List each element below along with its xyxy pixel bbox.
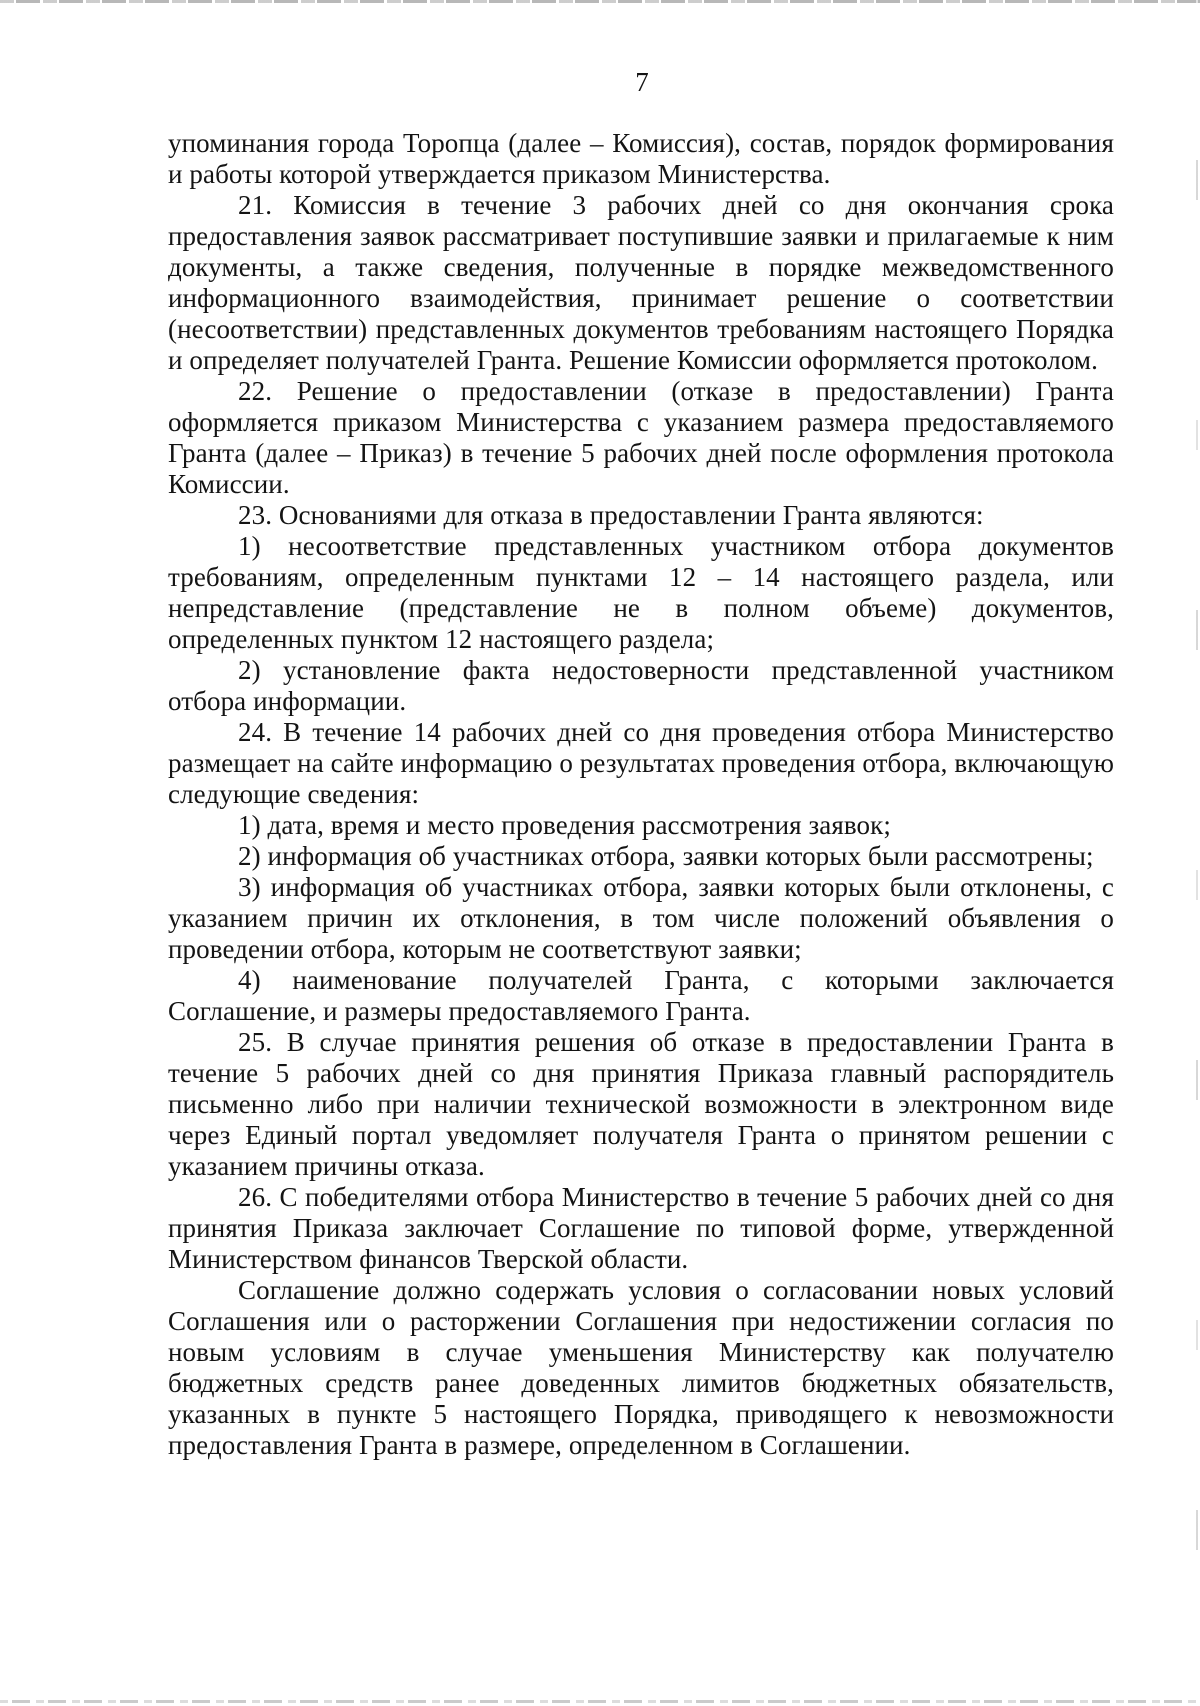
paragraph-25: 25. В случае принятия решения об отказе в предоставлении Гранта в течение 5 рабочих дней со дня принятия Приказа главный распорядитель письменно либо при наличии технической возможности в электронном виде через Единый портал уведомляет получателя Гранта о принятом решении с указанием причины отказа. [168,1027,1114,1181]
paragraph-22: 22. Решение о предоставлении (отказе в предоставлении) Гранта оформляется приказом Министерства с указанием размера предоставляемого Гранта (далее – Приказ) в течение 5 рабочих дней после оформления протокола Комиссии. [168,376,1114,499]
paragraph-agreement-conditions: Соглашение должно содержать условия о согласовании новых условий Соглашения или о расторжении Соглашения при недостижении согласия по новым условиям в случае уменьшения Министерству как получателю бюджетных средств ранее доведенных лимитов бюджетных обязательств, указанных в пункте 5 настоящего Порядка, приводящего к невозможности предоставления Гранта в размере, определенном в Соглашении. [168,1275,1114,1460]
scan-edge-top [0,0,1200,3]
scan-edge-right [1196,0,1198,1706]
paragraph-continuation: упоминания города Торопца (далее – Комиссия), состав, порядок формирования и работы которой утверждается приказом Министерства. [168,128,1114,189]
paragraph-24-item-2: 2) информация об участниках отбора, заявки которых были рассмотрены; [238,841,1094,871]
paragraph-24: 24. В течение 14 рабочих дней со дня проведения отбора Министерство размещает на сайте информацию о результатах проведения отбора, включающую следующие сведения: [168,717,1114,809]
page-number: 7 [635,67,649,97]
paragraph-23-item-2: 2) установление факта недостоверности представленной участником отбора информации. [168,655,1114,716]
scan-edge-bottom [0,1700,1200,1703]
paragraph-21: 21. Комиссия в течение 3 рабочих дней со дня окончания срока предоставления заявок рассматривает поступившие заявки и прилагаемые к ним документы, а также сведения, полученные в порядке межведомственного информационного взаимодействия, принимает решение о соответствии (несоответствии) представленных документов требованиям настоящего Порядка и определяет получателей Гранта. Решение Комиссии оформляется протоколом. [168,190,1114,375]
paragraph-23-item-1: 1) несоответствие представленных участником отбора документов требованиям, определенным пунктами 12 – 14 настоящего раздела, или непредставление (представление не в полном объеме) документов, определенных пунктом 12 настоящего раздела; [168,531,1114,654]
document-body [168,128,1114,1461]
paragraph-24-item-1: 1) дата, время и место проведения рассмотрения заявок; [238,810,891,840]
paragraph-24-item-3: 3) информация об участниках отбора, заявки которых были отклонены, с указанием причин их отклонения, в том числе положений объявления о проведении отбора, которым не соответствуют заявки; [168,872,1114,964]
paragraph-23: 23. Основаниями для отказа в предоставлении Гранта являются: [238,500,984,530]
paragraph-26: 26. С победителями отбора Министерство в течение 5 рабочих дней со дня принятия Приказа заключает Соглашение по типовой форме, утвержденной Министерством финансов Тверской области. [168,1182,1114,1274]
paragraph-24-item-4: 4) наименование получателей Гранта, с которыми заключается Соглашение, и размеры предоставляемого Гранта. [168,965,1114,1026]
